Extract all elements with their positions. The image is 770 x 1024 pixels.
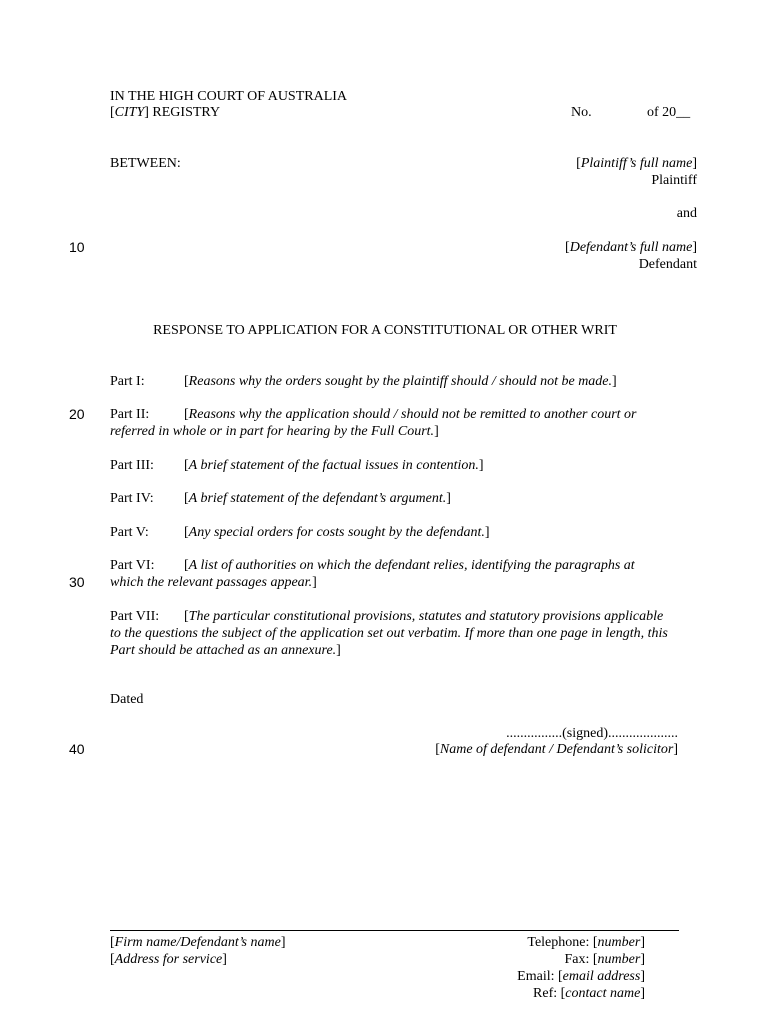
part-1: Part I: [Reasons why the orders sought by the plaintiff should / should not be made.]	[110, 374, 617, 389]
and-label: and	[676, 206, 697, 221]
between-label: BETWEEN:	[110, 156, 181, 171]
plaintiff-role: Plaintiff	[651, 173, 697, 188]
part-4: Part IV: [A brief statement of the defendant’s argument.]	[110, 491, 451, 506]
document-title: RESPONSE TO APPLICATION FOR A CONSTITUTIONAL OR OTHER WRIT	[153, 323, 617, 338]
part-text: The particular constitutional provisions, statutes and statutory provisions applicable to the questions the subject of the application set out verbatim. If more than one page in length, this Part should be attached as an annexure.	[110, 609, 668, 658]
firm-name: [Firm name/Defendant’s name]	[110, 935, 286, 950]
line-number: 10	[69, 239, 85, 255]
telephone-line: Telephone: [number]	[527, 935, 645, 950]
line-number: 40	[69, 741, 85, 757]
part-text: A brief statement of the defendant’s argument.	[188, 491, 447, 506]
line-number: 30	[69, 574, 85, 590]
part-text: Reasons why the orders sought by the plaintiff should / should not be made.	[188, 374, 613, 389]
part-2: Part II: [Reasons why the application should / should not be remitted to another court or referred in whole or in part for hearing by the Full Court.]	[110, 407, 637, 439]
part-text: Any special orders for costs sought by the defendant.	[188, 525, 485, 540]
signature-line: ................(signed)....................	[506, 726, 678, 741]
signatory-name: [Name of defendant / Defendant’s solicitor]	[435, 742, 678, 757]
part-label: Part III:	[110, 458, 154, 473]
registry-label: REGISTRY	[152, 105, 221, 120]
defendant-name: [Defendant’s full name]	[565, 240, 697, 255]
part-text: A brief statement of the factual issues in contention.	[188, 458, 479, 473]
part-label: Part I:	[110, 374, 145, 389]
part-text: Reasons why the application should / should not be remitted to another court or referred in whole or in part for hearing by the Full Court.	[110, 407, 637, 439]
registry-city: CITY	[114, 105, 145, 120]
defendant-role: Defendant	[638, 257, 697, 272]
part-7: Part VII: [The particular constitutional provisions, statutes and statutory provisions applicable to the questions the subject of the application set out verbatim. If more than one page in length, this Part should be attached as an annexure.]	[110, 609, 668, 658]
year-label: of 20__	[647, 105, 691, 120]
part-label: Part VI:	[110, 558, 155, 573]
part-label: Part V:	[110, 525, 149, 540]
plaintiff-name: [Plaintiff’s full name]	[576, 156, 697, 171]
dated-label: Dated	[110, 692, 144, 707]
email-line: Email: [email address]	[517, 969, 645, 984]
line-number: 20	[69, 406, 85, 422]
part-3: Part III: [A brief statement of the factual issues in contention.]	[110, 458, 484, 473]
registry-line: [CITY] REGISTRY	[110, 105, 221, 120]
part-label: Part IV:	[110, 491, 154, 506]
part-label: Part II:	[110, 407, 150, 422]
footer-divider	[110, 930, 679, 931]
part-5: Part V: [Any special orders for costs sought by the defendant.]	[110, 525, 490, 540]
ref-line: Ref: [contact name]	[533, 986, 645, 1001]
part-label: Part VII:	[110, 609, 160, 624]
part-6: Part VI: [A list of authorities on which the defendant relies, identifying the paragraphs at which the relevant passages appear.]	[110, 558, 635, 590]
fax-line: Fax: [number]	[564, 952, 645, 967]
file-number-label: No.	[571, 105, 592, 120]
part-text: A list of authorities on which the defendant relies, identifying the paragraphs at which the relevant passages appear.	[110, 558, 635, 590]
address-for-service: [Address for service]	[110, 952, 227, 967]
court-name: IN THE HIGH COURT OF AUSTRALIA	[110, 89, 348, 104]
